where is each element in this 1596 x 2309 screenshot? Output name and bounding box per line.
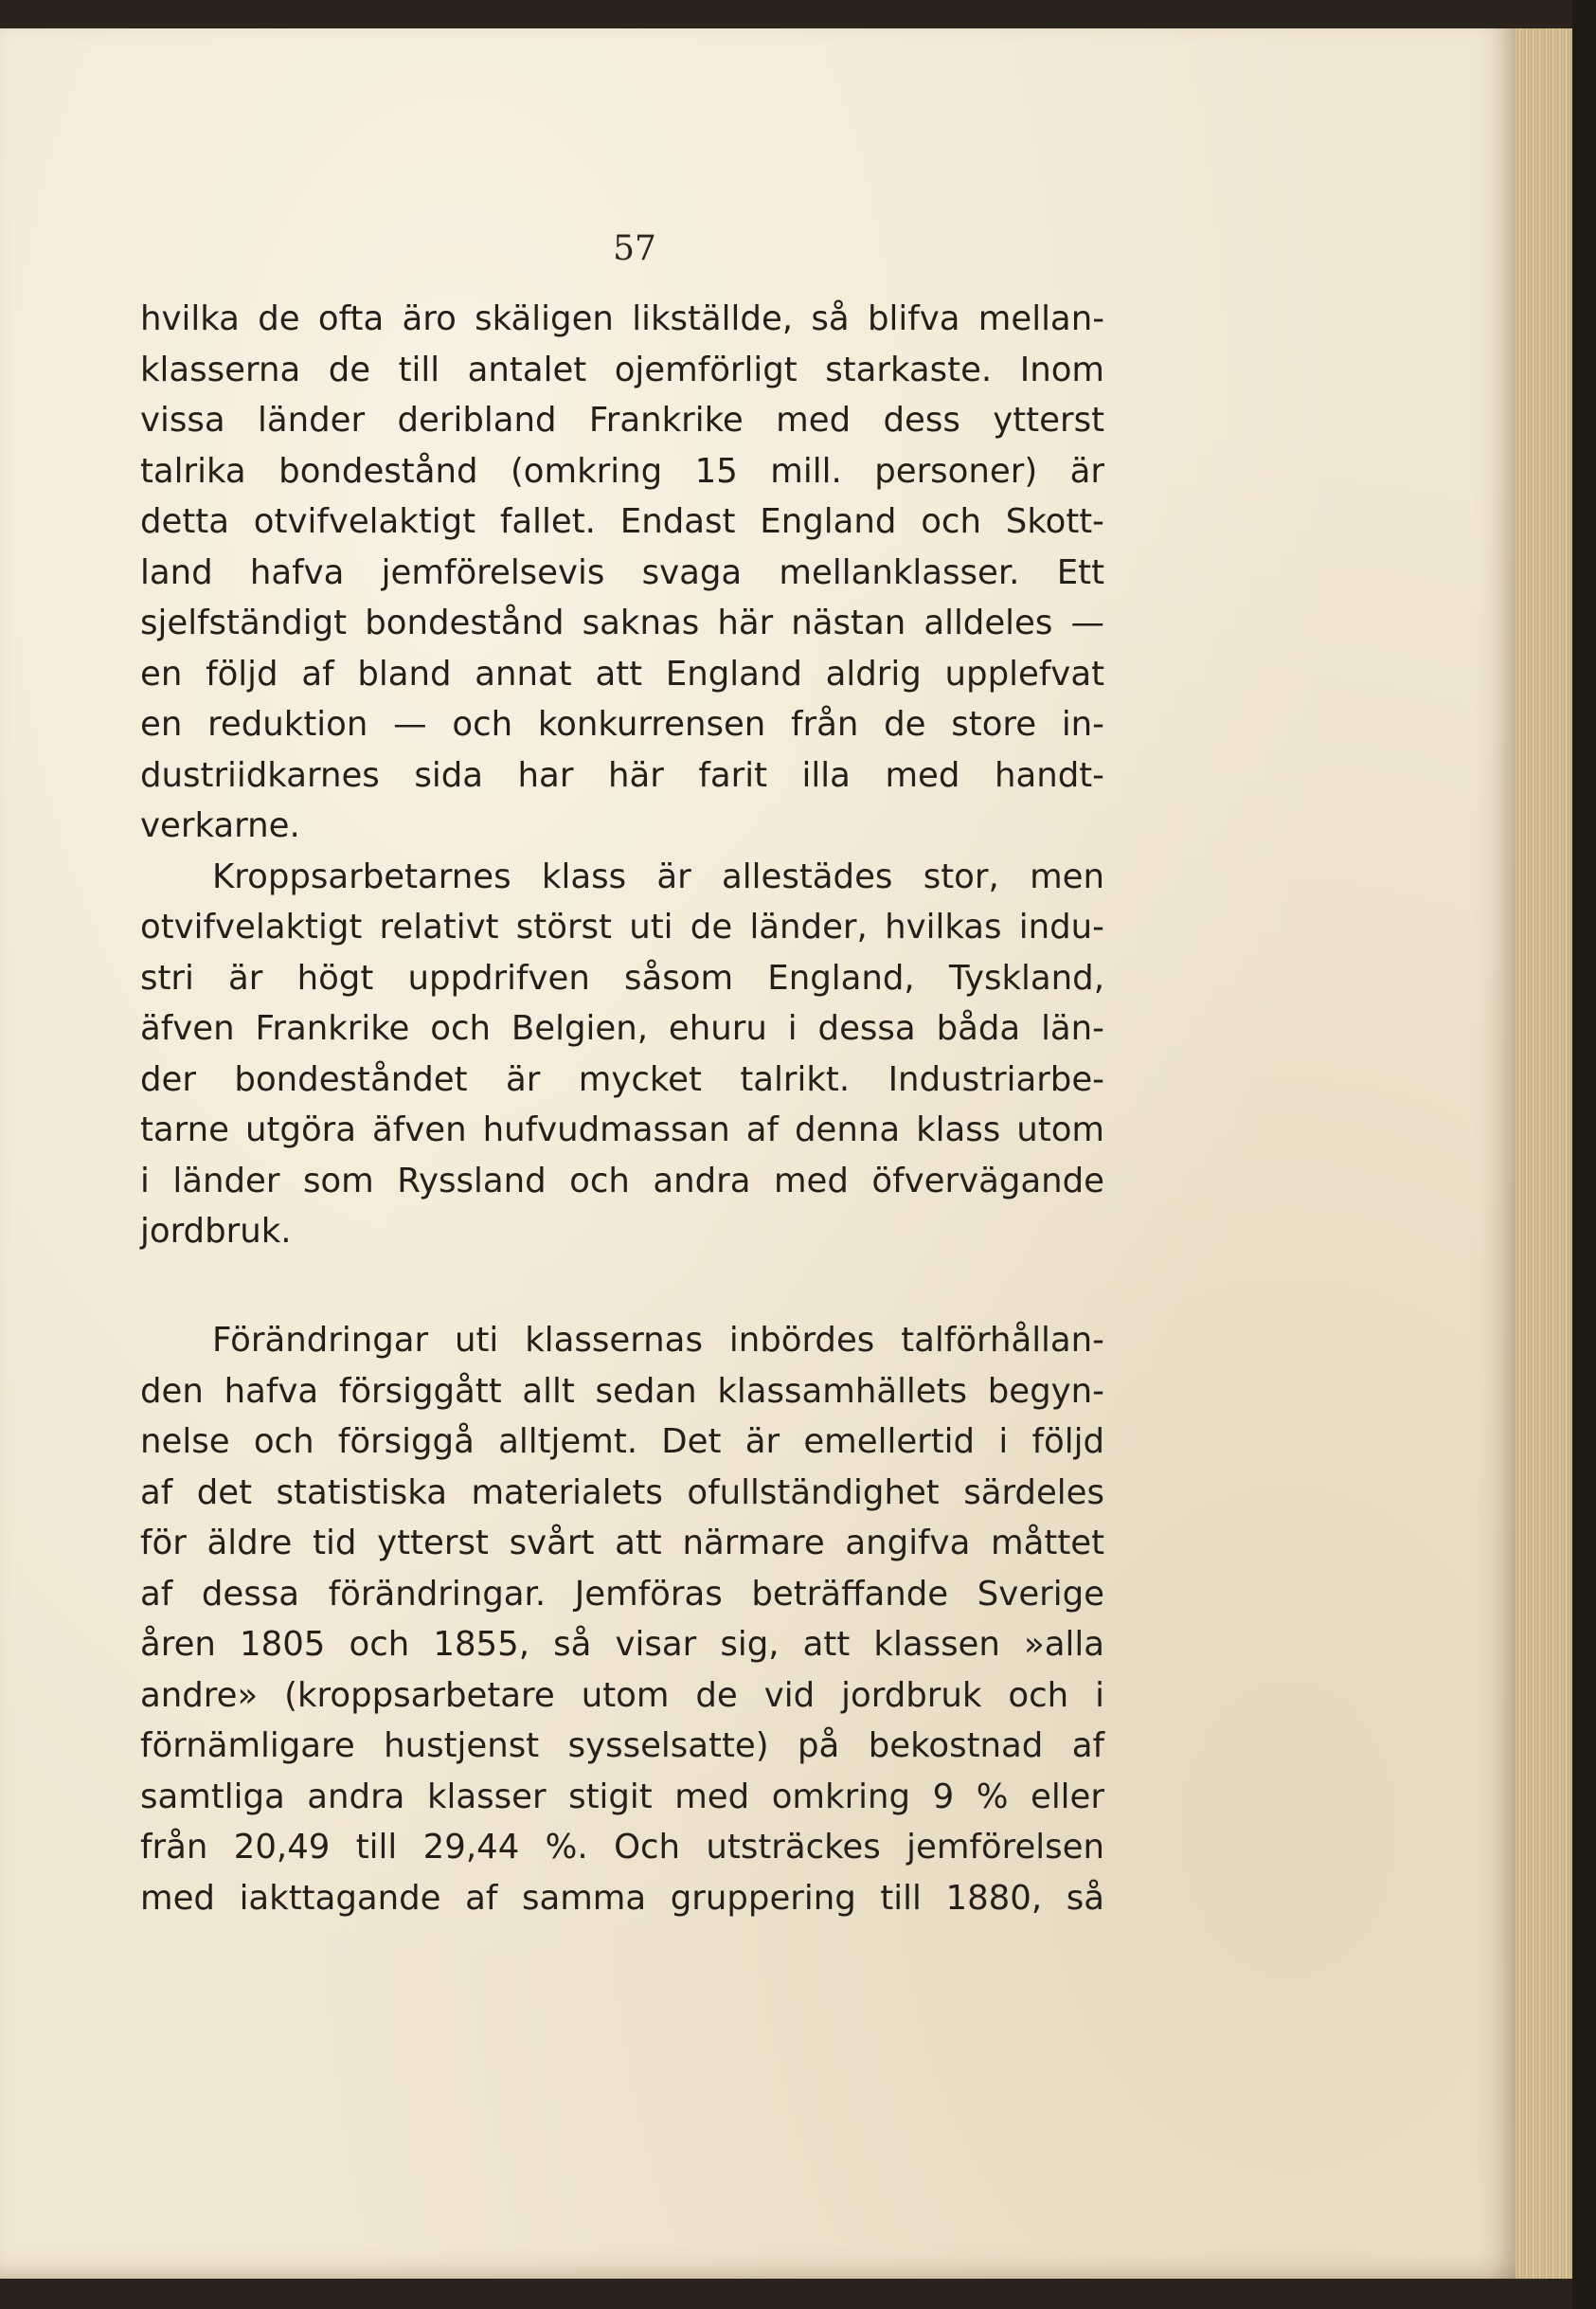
- text-line: den hafva försiggått allt sedan klassamhällets begyn-: [140, 1371, 1104, 1411]
- text-line: äfven Frankrike och Belgien, ehuru i dessa båda län-: [140, 1009, 1104, 1048]
- text-line: jordbruk.: [140, 1212, 292, 1251]
- paragraph-3: [140, 1315, 1104, 1923]
- text-block-upper: [140, 294, 1104, 1257]
- text-line: nelse och försiggå alltjemt. Det är emellertid i följd: [140, 1422, 1104, 1461]
- text-line: af dessa förändringar. Jemföras beträffande Sverige: [140, 1574, 1104, 1614]
- text-line: förnämligare hustjenst sysselsatte) på bekostnad af: [140, 1726, 1104, 1765]
- text-line: der bondeståndet är mycket talrikt. Industriarbe-: [140, 1059, 1104, 1099]
- text-line: stri är högt uppdrifven såsom England, Tyskland,: [140, 958, 1104, 998]
- text-line: tarne utgöra äfven hufvudmassan af denna klass utom: [140, 1110, 1104, 1149]
- text-line: en följd af bland annat att England aldrig upplefvat: [140, 654, 1104, 694]
- paragraph-2: [140, 852, 1104, 1257]
- text-line: från 20,49 till 29,44 %. Och utsträckes jemförelsen: [140, 1828, 1104, 1867]
- text-line: i länder som Ryssland och andra med öfvervägande: [140, 1161, 1104, 1200]
- page-edges: [1515, 28, 1572, 2279]
- text-line: land hafva jemförelsevis svaga mellanklasser. Ett: [140, 552, 1104, 592]
- text-line: klasserna de till antalet ojemförligt starkaste. Inom: [140, 350, 1104, 389]
- book-cover: [1572, 0, 1596, 2309]
- text-line: åren 1805 och 1855, så visar sig, att klassen »alla: [140, 1625, 1104, 1664]
- text-block-lower: [140, 1315, 1104, 1923]
- text-line: andre» (kroppsarbetare utom de vid jordbruk och i: [140, 1675, 1104, 1715]
- text-line: för äldre tid ytterst svårt att närmare angifva måttet: [140, 1524, 1104, 1562]
- text-line: hvilka de ofta äro skäligen likställde, så blifva mellan-: [140, 299, 1104, 338]
- text-line: sjelfständigt bondestånd saknas här nästan alldeles —: [140, 604, 1104, 642]
- text-line: detta otvifvelaktigt fallet. Endast England och Skott-: [140, 502, 1104, 541]
- paragraph-1: [140, 294, 1104, 852]
- text-line: verkarne.: [140, 806, 300, 845]
- text-line: Kroppsarbetarnes klass är allestädes stor, men: [212, 857, 1104, 896]
- text-line: med iakttagande af samma gruppering till 1880, så: [140, 1878, 1104, 1918]
- text-line: dustriidkarnes sida har här farit illa med handt-: [140, 755, 1104, 795]
- text-line: otvifvelaktigt relativt störst uti de länder, hvilkas indu-: [140, 908, 1104, 947]
- text-line: en reduktion — och konkurrensen från de store in-: [140, 705, 1104, 744]
- page-number: 57: [613, 229, 656, 268]
- text-line: vissa länder deribland Frankrike med dess ytterst: [140, 401, 1104, 440]
- text-line: talrika bondestånd (omkring 15 mill. personer) är: [140, 451, 1104, 491]
- text-line: af det statistiska materialets ofullständighet särdeles: [140, 1472, 1104, 1512]
- text-line: Förändringar uti klassernas inbördes talförhållan-: [212, 1321, 1104, 1360]
- text-line: samtliga andra klasser stigit med omkring 9 % eller: [140, 1777, 1104, 1816]
